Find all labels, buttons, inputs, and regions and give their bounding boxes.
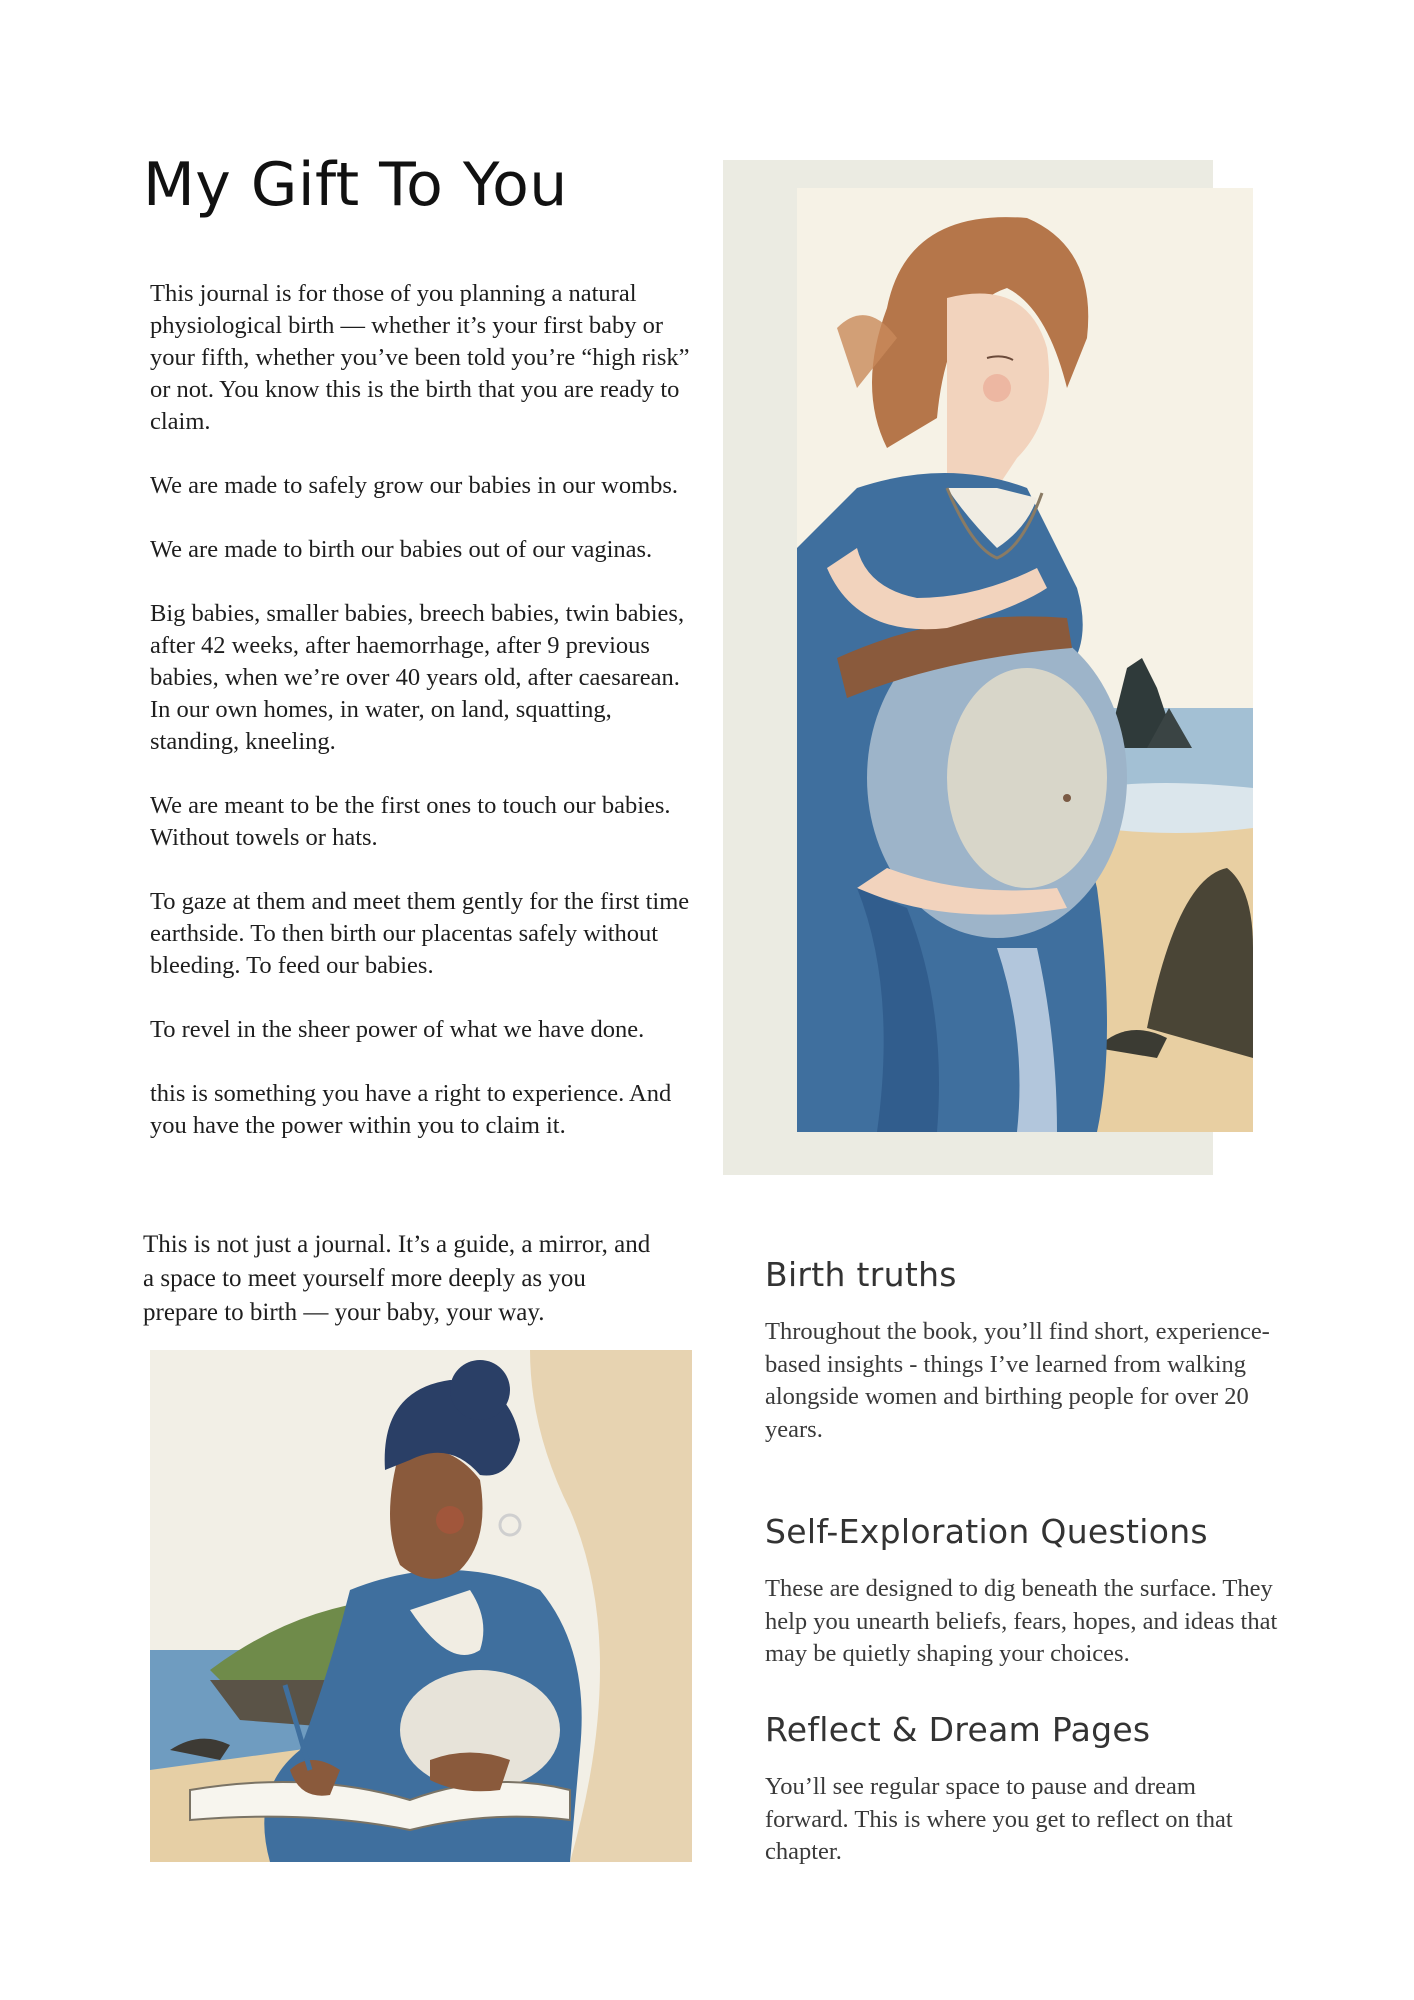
pregnant-woman-illustration xyxy=(797,188,1253,1132)
section-body: You’ll see regular space to pause and dream forward. This is where you get to reflect on that chapter. xyxy=(765,1773,1233,1865)
section-heading: Self-Exploration Questions xyxy=(765,1512,1208,1551)
page-title: My Gift To You xyxy=(143,150,568,220)
intro-paragraph: To revel in the sheer power of what we have done. xyxy=(150,1016,645,1043)
section-heading: Reflect & Dream Pages xyxy=(765,1710,1151,1749)
intro-text xyxy=(150,278,695,1174)
intro-paragraph: This journal is for those of you planning a natural physiological birth — whether it’s your first baby or your fifth, whether you’ve been told you’re “high risk” or not. You know this is the birth that you are ready to claim. xyxy=(150,280,690,435)
section-birth-truths xyxy=(765,1255,1285,1446)
section-body: Throughout the book, you’ll find short, experience-based insights - things I’ve learned from walking alongside women and birthing people for over 20 years. xyxy=(765,1318,1270,1443)
section-heading: Birth truths xyxy=(765,1255,957,1294)
section-body: These are designed to dig beneath the surface. They help you unearth beliefs, fears, hopes, and ideas that may be quietly shaping your choices. xyxy=(765,1575,1278,1667)
intro-paragraph: To gaze at them and meet them gently for the first time earthside. To then birth our placentas safely without bleeding. To feed our babies. xyxy=(150,888,690,979)
intro-paragraph: We are meant to be the first ones to touch our babies. Without towels or hats. xyxy=(150,792,671,851)
section-reflect-dream xyxy=(765,1710,1285,1869)
writing-woman-illustration xyxy=(150,1350,692,1862)
intro-paragraph: We are made to birth our babies out of our vaginas. xyxy=(150,536,653,563)
lead-text: This is not just a journal. It’s a guide, a mirror, and a space to meet yourself more deeply as you prepare to birth — your baby, your way. xyxy=(143,1231,651,1326)
intro-paragraph: this is something you have a right to experience. And you have the power within you to claim it. xyxy=(150,1080,672,1139)
intro-paragraph: Big babies, smaller babies, breech babies, twin babies, after 42 weeks, after haemorrhage, after 9 previous babies, when we’re over 40 years old, after caesarean. In our own homes, in water, on land, squatting, standing, kneeling. xyxy=(150,600,685,755)
section-self-exploration xyxy=(765,1512,1285,1671)
intro-paragraph: We are made to safely grow our babies in our wombs. xyxy=(150,472,679,499)
